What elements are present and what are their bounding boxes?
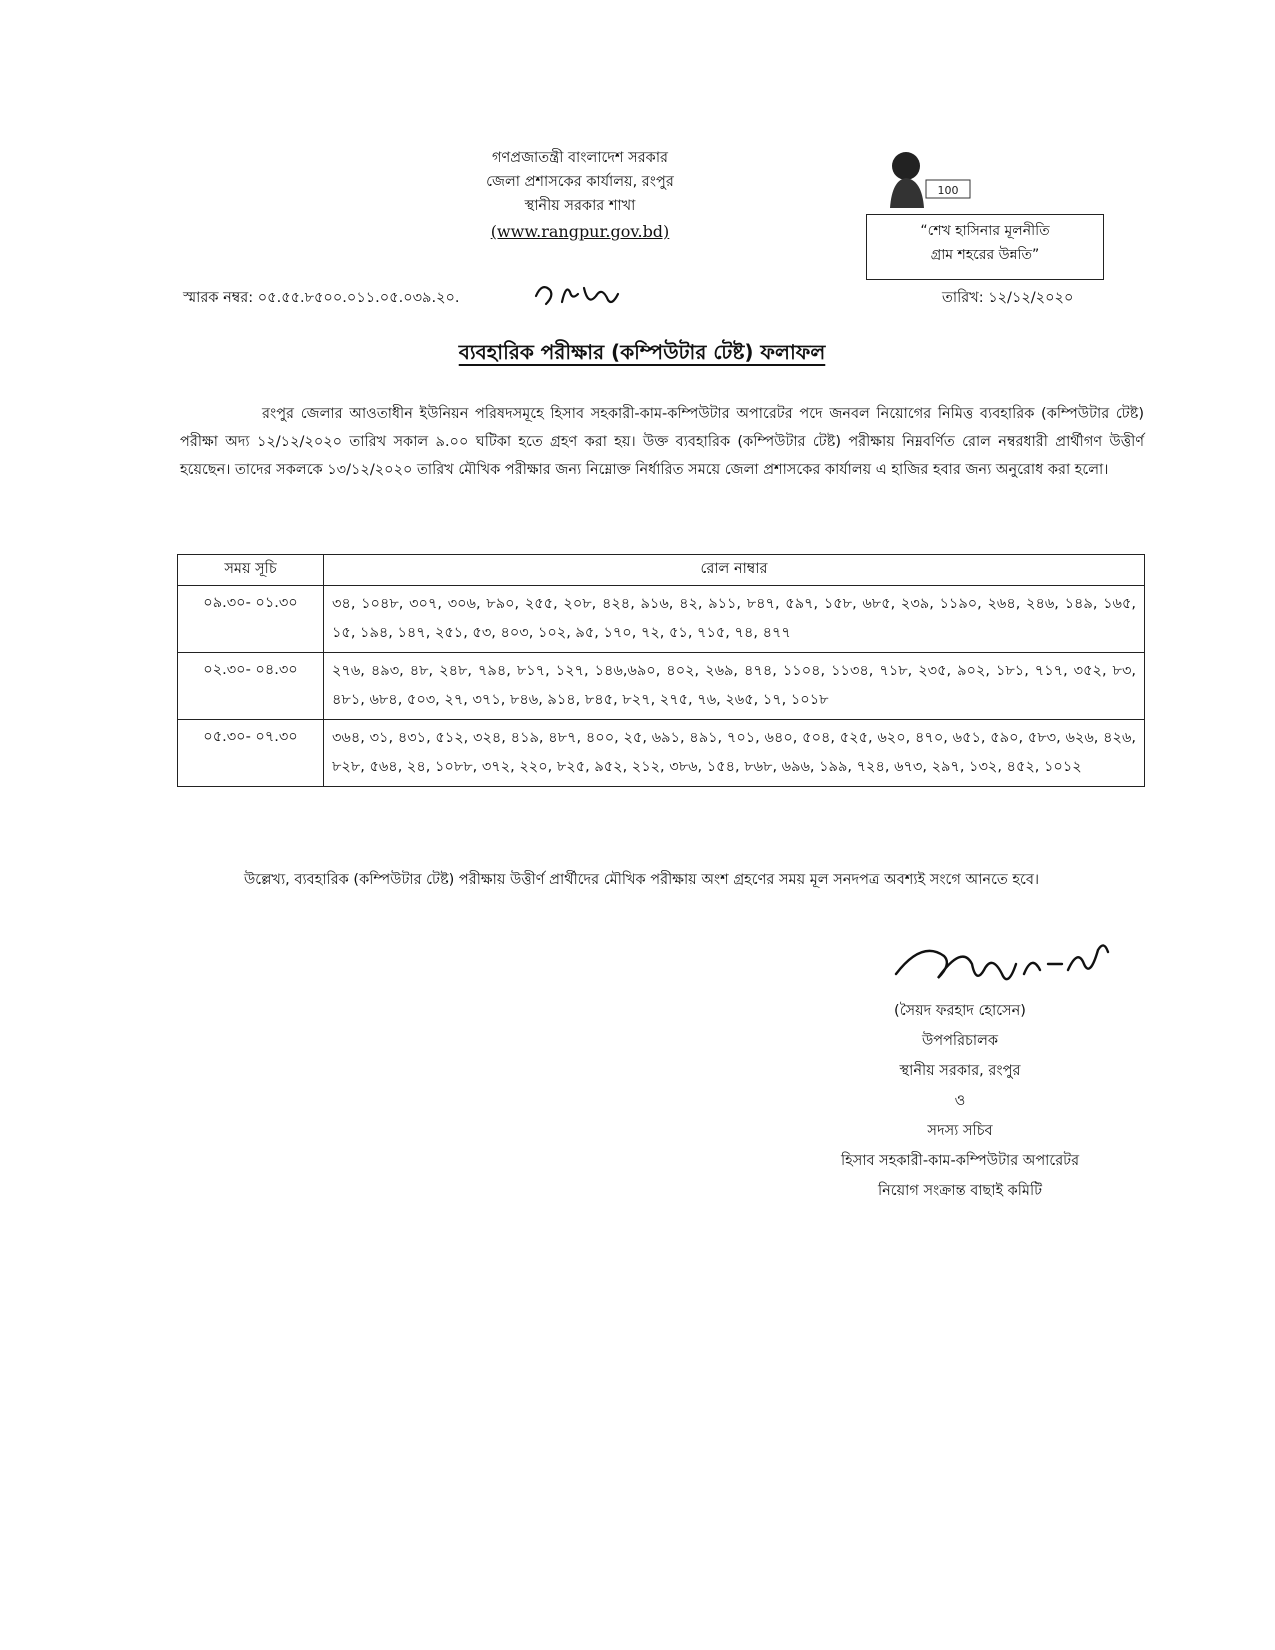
signatory-and: ও (954, 1093, 966, 1109)
signature-block (760, 996, 1160, 1206)
mujib-logo-icon (882, 146, 972, 208)
roll-numbers: ৩৬৪, ৩১, ৪৩১, ৫১২, ৩২৪, ৪১৯, ৪৮৭, ৪০০, ২৫, ৬৯১, ৪৯১, ৭০১, ৬৪০, ৫০৪, ৫২৫, ৬২০, ৪৭০, ৬৫১, ৫৯০, ৫৮৩, ৬২৬, ৪২৬, ৮২৮, ৫৬৪, ২৪, ১০৮৮, ৩৭২, ২২০, ৮২৫, ৯৫২, ২১২, ৩৮৬, ১৫৪, ৮৬৮, ৬৯৬, ১৯৯, ৭২৪, ৬৭৩, ২৯৭, ১৩২, ৪৫২, ১০১২ (324, 720, 1145, 787)
website-link[interactable]: (www.rangpur.gov.bd) (490, 222, 670, 241)
office-header (430, 146, 730, 244)
signatory-designation: উপপরিচালক (921, 1033, 999, 1049)
signatory-committee: নিয়োগ সংক্রান্ত বাছাই কমিটি (877, 1183, 1043, 1199)
government-name: গণপ্রজাতন্ত্রী বাংলাদেশ সরকার (491, 150, 668, 166)
signatory-post: হিসাব সহকারী-কাম-কম্পিউটার অপারেটর (840, 1153, 1080, 1169)
section-name: স্থানীয় সরকার শাখা (524, 198, 636, 214)
column-header-roll: রোল নাম্বার (324, 555, 1145, 586)
notice-paragraph: রংপুর জেলার আওতাধীন ইউনিয়ন পরিষদসমূহে হিসাব সহকারী-কাম-কম্পিউটার অপারেটর পদে জনবল নিয়োগের নিমিত্ত ব্যবহারিক (কম্পিউটার টেষ্ট) পরীক্ষা অদ্য ১২/১২/২০২০ তারিখ সকাল ৯.০০ ঘটিকা হতে গ্রহণ করা হয়। উক্ত ব্যবহারিক (কম্পিউটার টেষ্ট) পরীক্ষায় নিম্নবর্ণিত রোল নম্বরধারী প্রার্থীগণ উত্তীর্ণ হয়েছেন। তাদের সকলকে ১৩/১২/২০২০ তারিখ মৌখিক পরীক্ষার জন্য নিম্নোক্ত নির্ধারিত সময়ে জেলা প্রশাসকের কার্যালয় এ হাজির হবার জন্য অনুরোধ করা হলো। (180, 406, 1144, 478)
page-title-text: ব্যবহারিক পরীক্ষার (কম্পিউটার টেষ্ট) ফলাফল (458, 340, 826, 364)
roll-schedule-table (177, 554, 1145, 787)
page-title (180, 338, 1104, 371)
issue-date: তারিখ: ১২/১২/২০২০ (942, 290, 1074, 306)
note-paragraph: উল্লেখ্য, ব্যবহারিক (কম্পিউটার টেষ্ট) পরীক্ষায় উত্তীর্ণ প্রার্থীদের মৌখিক পরীক্ষায় অংশ গ্রহণের সময় মূল সনদপত্র অবশ্যই সংগে আনতে হবে। (244, 872, 1040, 888)
signatory-role: সদস্য সচিব (927, 1123, 993, 1139)
column-header-time: সময় সূচি (178, 555, 324, 586)
roll-numbers: ৩৪, ১০৪৮, ৩০৭, ৩০৬, ৮৯০, ২৫৫, ২০৮, ৪২৪, ৯১৬, ৪২, ৯১১, ৮৪৭, ৫৯৭, ১৫৮, ৬৮৫, ২৩৯, ১১৯০, ২৬৪, ২৪৬, ১৪৯, ১৬৫, ১৫, ১৯৪, ১৪৭, ২৫১, ৫৩, ৪০৩, ১০২, ৯৫, ১৭০, ৭২, ৫১, ৭১৫, ৭৪, ৪৭৭ (324, 586, 1145, 653)
slogan-line-2: গ্রাম শহরের উন্নতি” (930, 247, 1040, 263)
slogan-box (866, 214, 1104, 280)
table-row (178, 586, 1145, 653)
table-row (178, 720, 1145, 787)
time-slot: ০৯.৩০- ০১.৩০ (178, 586, 324, 653)
office-name: জেলা প্রশাসকের কার্যালয়, রংপুর (486, 174, 674, 190)
table-row (178, 653, 1145, 720)
memo-number: স্মারক নম্বর: ০৫.৫৫.৮৫০০.০১১.০৫.০৩৯.২০. (183, 290, 460, 306)
slogan-line-1: “শেখ হাসিনার মূলনীতি (920, 223, 1050, 239)
handwritten-signature (892, 934, 1112, 1004)
svg-text:100: 100 (937, 184, 959, 197)
table-header-row (178, 555, 1145, 586)
handwritten-memo-number (532, 276, 622, 310)
signatory-office: স্থানীয় সরকার, রংপুর (899, 1063, 1021, 1079)
time-slot: ০৫.৩০- ০৭.৩০ (178, 720, 324, 787)
signatory-name: (সৈয়দ ফরহাদ হোসেন) (894, 1003, 1026, 1019)
roll-numbers: ২৭৬, ৪৯৩, ৪৮, ২৪৮, ৭৯৪, ৮১৭, ১২৭, ১৪৬,৬৯০, ৪০২, ২৬৯, ৪৭৪, ১১০৪, ১১৩৪, ৭১৮, ২৩৫, ৯০২, ১৮১, ৭১৭, ৩৫২, ৮৩, ৪৮১, ৬৮৪, ৫০৩, ২৭, ৩৭১, ৮৪৬, ৯১৪, ৮৪৫, ৮২৭, ২৭৫, ৭৬, ২৬৫, ১৭, ১০১৮ (324, 653, 1145, 720)
time-slot: ০২.৩০- ০৪.৩০ (178, 653, 324, 720)
